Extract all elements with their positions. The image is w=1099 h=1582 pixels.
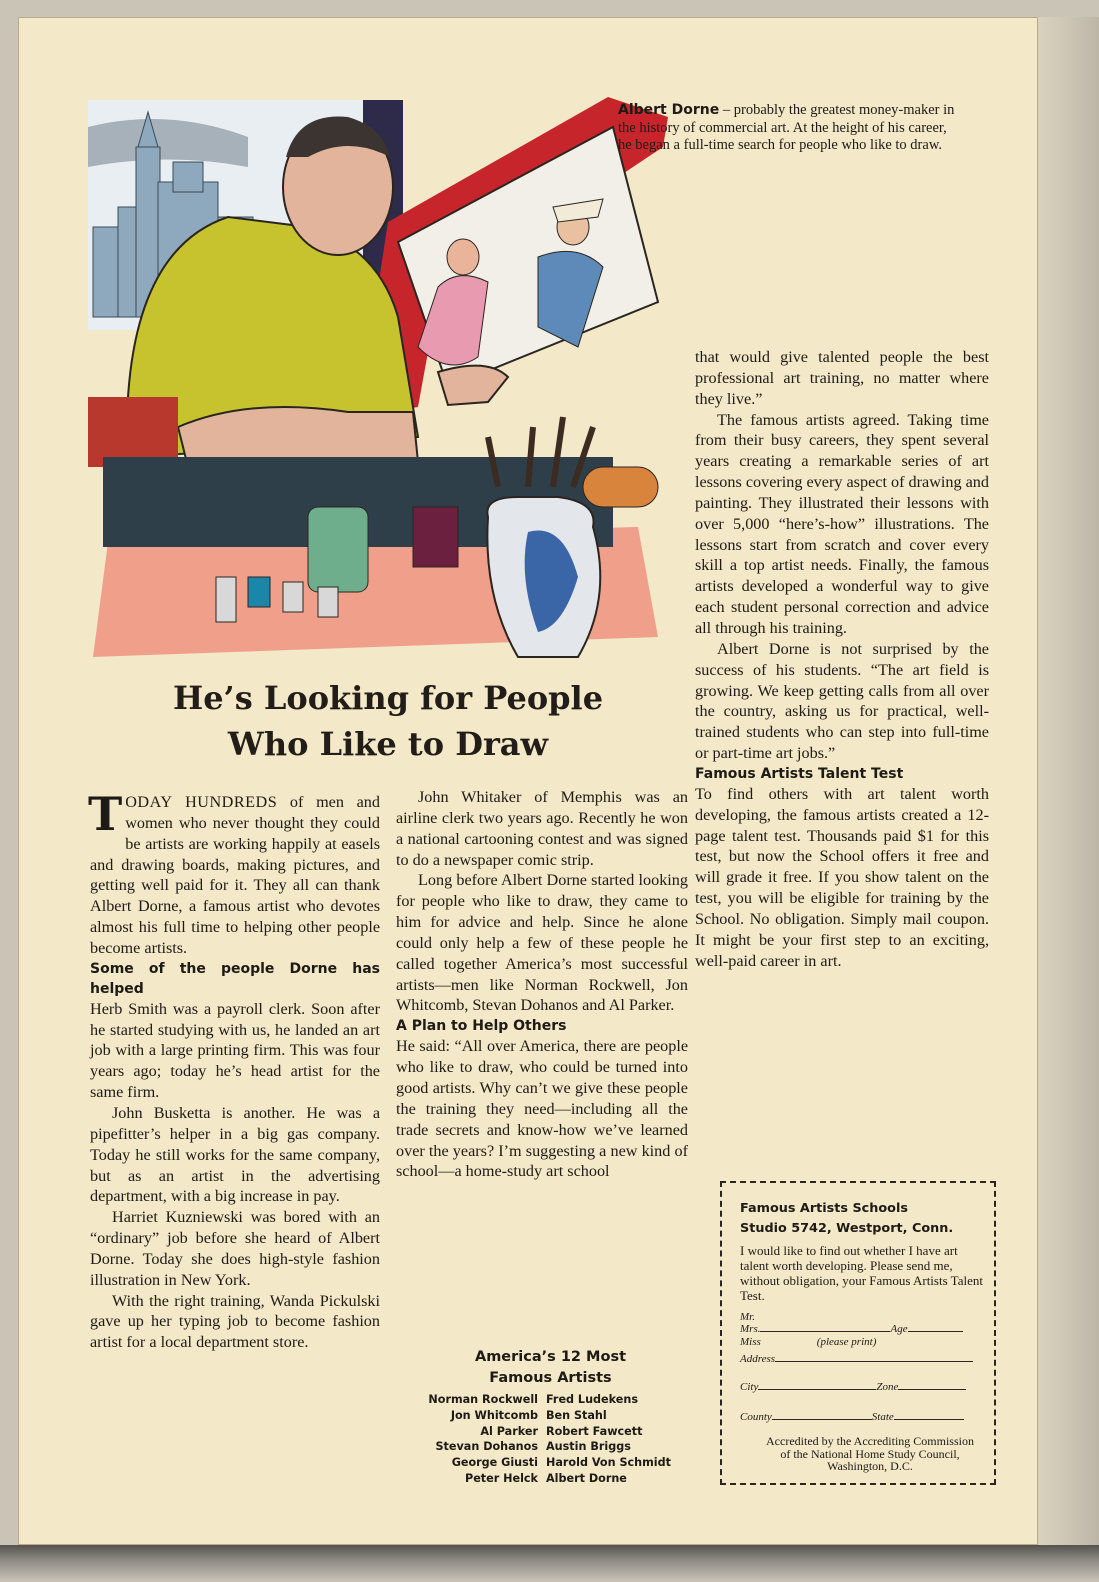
coupon-please-print: (please print) — [816, 1336, 877, 1348]
coupon-school-name: Famous Artists Schools — [740, 1201, 908, 1216]
coupon-city-label: City — [740, 1381, 759, 1393]
coupon-body: I would like to find out whether I have art talent worth developing. Please send me, without obligation, your Famous Artists Talent Test. — [740, 1243, 983, 1303]
coupon-state-label: State — [871, 1411, 894, 1423]
coupon-accreditation: Accredited by the Accrediting Commission of the National Home Study Council, Washington, D.C. — [766, 1434, 974, 1473]
coupon-zone-label: Zone — [876, 1381, 899, 1393]
col3-paragraph-4: To find others with art talent worth developing, the famous artists created a 12-page talent test. Thousands paid $1 for this test, but now the School offers it free and will grade it free. If you show talent on the test, you will be eligible for training by the School. No obligation. Simply mail coupon. It might be your first step to an exciting, well-paid career in art. — [695, 784, 989, 970]
artists-row — [403, 1424, 703, 1440]
artists-title-line-1: America’s 12 Most — [474, 1349, 627, 1365]
drop-cap: T — [88, 787, 123, 841]
coupon-mr-label: Mr. — [740, 1311, 755, 1323]
headline — [108, 675, 668, 767]
col2-paragraph-3: He said: “All over America, there are people who like to draw, who could be turned into good artists. Why can’t we give these people the training they need—including all the trade secrets and know-how we’ve learned over the years? I’m suggesting a new kind of school—a home-study art school — [396, 1037, 688, 1181]
page-edge-shadow — [1038, 17, 1099, 1545]
artists-list — [403, 1392, 703, 1487]
col2-paragraph-1: John Whitaker of Memphis was an airline clerk two years ago. Recently he won a national cartooning contest and was signed to do a newspaper comic strip. — [396, 788, 688, 869]
subheading-plan: A Plan to Help Others — [396, 1018, 567, 1035]
coupon-miss-row — [740, 1336, 876, 1348]
artists-row — [403, 1455, 703, 1471]
artist-name: Stevan Dohanos — [435, 1440, 538, 1454]
article-column-1 — [88, 787, 380, 1353]
artist-name: Harold Von Schmidt — [546, 1456, 671, 1470]
address-field[interactable] — [775, 1361, 973, 1362]
col1-paragraph-3: John Busketta is another. He was a pipefitter’s helper in a big gas company. Today he still works for the same company, but as an artist in the advertising department, with a big increase in pay. — [90, 1103, 380, 1206]
artist-name: Jon Whitcomb — [450, 1408, 538, 1422]
col3-paragraph-2: The famous artists agreed. Taking time from their busy careers, they spent several years creating a remarkable series of art lessons covering every aspect of drawing and painting. They illustrated their lessons with over 5,000 “here’s-how” illustrations. The lessons start from scratch and cover every skill a top artist needs. Finally, the famous artists developed a wonderful way to give each student personal correction and advice all through his training. — [695, 410, 989, 637]
col1-paragraph-5: With the right training, Wanda Pickulski gave up her typing job to become fashion artist for a local department store. — [90, 1291, 380, 1352]
lead-smallcaps: ODAY HUNDREDS — [125, 793, 278, 811]
col1-paragraph-1: of men and women who never thought they could be artists are working happily at easels and drawing boards, making pictures, and getting well paid for it. They all can thank Albert Dorne, a famous artist who devotes almost his full time to helping other people become artists. — [90, 793, 380, 957]
magazine-page — [18, 17, 1038, 1545]
city-field[interactable] — [758, 1389, 876, 1390]
age-field[interactable] — [908, 1331, 963, 1332]
coupon-miss-label: Miss — [740, 1336, 761, 1348]
artist-name: Albert Dorne — [546, 1471, 627, 1485]
zone-field[interactable] — [898, 1389, 966, 1390]
col1-paragraph-2: Herb Smith was a payroll clerk. Soon after he started studying with us, he landed an art job with a large printing firm. This was four years ago; today he’s head artist for the same firm. — [90, 999, 380, 1102]
article-column-2 — [396, 787, 688, 1182]
artist-name: George Giusti — [451, 1456, 538, 1470]
coupon-county-row[interactable] — [740, 1411, 964, 1423]
artist-name: Austin Briggs — [546, 1440, 631, 1454]
artist-name: Ben Stahl — [546, 1408, 607, 1422]
artist-name: Fred Ludekens — [546, 1393, 638, 1406]
coupon-address-row[interactable] — [740, 1353, 973, 1365]
subheading-talent-test: Famous Artists Talent Test — [695, 765, 904, 782]
coupon-title — [740, 1199, 953, 1239]
artists-row — [403, 1439, 703, 1455]
illustration-artist-at-easel — [18, 17, 698, 667]
page-bottom-shadow — [0, 1545, 1099, 1582]
artists-title-line-2: Famous Artists — [489, 1370, 612, 1386]
coupon-county-label: County — [740, 1411, 772, 1423]
name-field[interactable] — [760, 1331, 890, 1332]
caption-text: – probably the greatest money-maker in the history of commercial art. At the height of his career, he began a full-time search for people who like to draw. — [618, 102, 955, 153]
headline-line-1: He’s Looking for People — [172, 679, 604, 717]
coupon-name-row[interactable] — [740, 1323, 963, 1335]
col3-paragraph-3: Albert Dorne is not surprised by the success of his students. “The art field is growing. We keep getting calls from all over the country, asking us for practical, well-trained students who can step into full-time or part-time art jobs.” — [695, 639, 989, 763]
col2-paragraph-2: Long before Albert Dorne started looking for people who like to draw, they came to him for advice and help. Since he alone could only help a few of these people he called together America’s most successful artists—men like Norman Rockwell, Jon Whitcomb, Stevan Dohanos and Al Parker. — [396, 871, 688, 1015]
artist-name: Al Parker — [480, 1424, 538, 1438]
coupon-address-label: Address — [740, 1353, 776, 1365]
headline-line-2: Who Like to Draw — [227, 725, 549, 763]
subheading-people-helped: Some of the people Dorne has helped — [90, 960, 380, 997]
coupon-mrs-label: Mrs. — [740, 1323, 761, 1335]
artists-row — [403, 1392, 703, 1408]
artist-name: Norman Rockwell — [428, 1393, 538, 1406]
illustration-caption — [618, 102, 963, 155]
state-field[interactable] — [894, 1419, 964, 1420]
coupon-address: Studio 5742, Westport, Conn. — [740, 1221, 954, 1236]
mail-coupon[interactable] — [720, 1181, 996, 1485]
coupon-age-label: Age — [890, 1323, 908, 1335]
artists-row — [403, 1408, 703, 1424]
artists-list-title — [438, 1347, 663, 1389]
coupon-city-row[interactable] — [740, 1381, 966, 1393]
artists-row — [403, 1471, 703, 1487]
col1-paragraph-4: Harriet Kuzniewski was bored with an “ordinary” job before she heard of Albert Dorne. Today she does high-style fashion illustration in New York. — [90, 1208, 380, 1289]
article-column-3 — [695, 347, 989, 971]
county-field[interactable] — [772, 1419, 872, 1420]
artist-name: Peter Helck — [465, 1471, 538, 1485]
caption-name: Albert Dorne — [618, 102, 720, 118]
artist-name: Robert Fawcett — [546, 1424, 643, 1438]
col3-paragraph-1: that would give talented people the best professional art training, no matter where they live.” — [695, 348, 989, 408]
